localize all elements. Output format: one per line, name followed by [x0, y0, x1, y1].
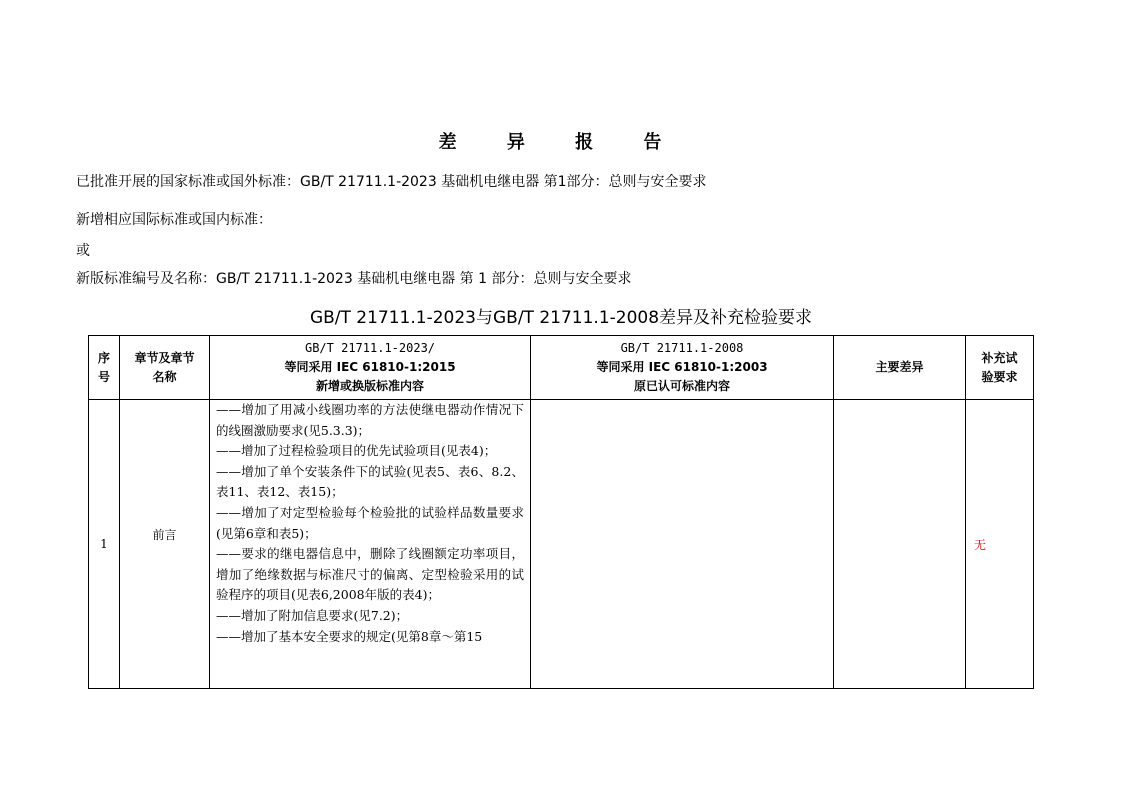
header-seq: 序号	[89, 336, 120, 400]
cell-supp: 无	[966, 400, 1034, 689]
report-title: 差 异 报 告	[438, 132, 684, 153]
header-new-l1: GB/T 21711.1-2023/	[304, 341, 436, 355]
header-old-content	[531, 336, 834, 400]
header-new-l3: 新增或换版标准内容	[315, 379, 424, 393]
table-row	[89, 400, 1034, 689]
table-title: GB/T 21711.1-2023与GB/T 21711.1-2008差异及补充检验要求	[309, 308, 813, 328]
new-standard-name-line: 新版标准编号及名称：GB/T 21711.1-2023 基础机电继电器 第 1 部分：总则与安全要求	[76, 271, 632, 287]
header-old-l2: 等同采用 IEC 61810-1:2003	[596, 360, 768, 374]
header-chapter: 章节及章节名称	[120, 336, 210, 400]
header-old-l3: 原已认可标准内容	[633, 379, 730, 393]
cell-old-content	[531, 400, 834, 689]
header-new-l2: 等同采用 IEC 61810-1:2015	[284, 360, 456, 374]
header-diff: 主要差异	[834, 336, 966, 400]
or-line: 或	[76, 243, 90, 259]
cell-new-content: ——增加了用减小线圈功率的方法使继电器动作情况下的线圈激励要求(见5.3.3)； ——增加了过程检验项目的优先试验项目(见表4)； ——增加了单个安装条件下的试验(见表5、表6、8.2、表11、表12、表15)； ——增加了对定型检验每个检验批的试验样品数量要求(见第6章和表5)； ——要求的继电器信息中，删除了线圈额定功率项目，增加了绝缘数据与标准尺寸的偏离、定型检验采用的试验程序的项目(见表6,2008年版的表4)； ——增加了附加信息要求(见7.2)； ——增加了基本安全要求的规定(见第8章～第15	[210, 400, 531, 689]
cell-chapter: 前言	[120, 400, 210, 689]
new-intl-standard-line: 新增相应国际标准或国内标准：	[76, 212, 272, 228]
header-old-l1: GB/T 21711.1-2008	[620, 341, 744, 355]
header-new-content	[210, 336, 531, 400]
cell-diff	[834, 400, 966, 689]
difference-table	[88, 335, 1034, 689]
header-supp: 补充试验要求	[966, 336, 1034, 400]
table-header-row	[89, 336, 1034, 400]
cell-seq: 1	[89, 400, 120, 689]
approved-standard-line: 已批准开展的国家标准或国外标准：GB/T 21711.1-2023 基础机电继电器 第1部分：总则与安全要求	[76, 174, 707, 190]
